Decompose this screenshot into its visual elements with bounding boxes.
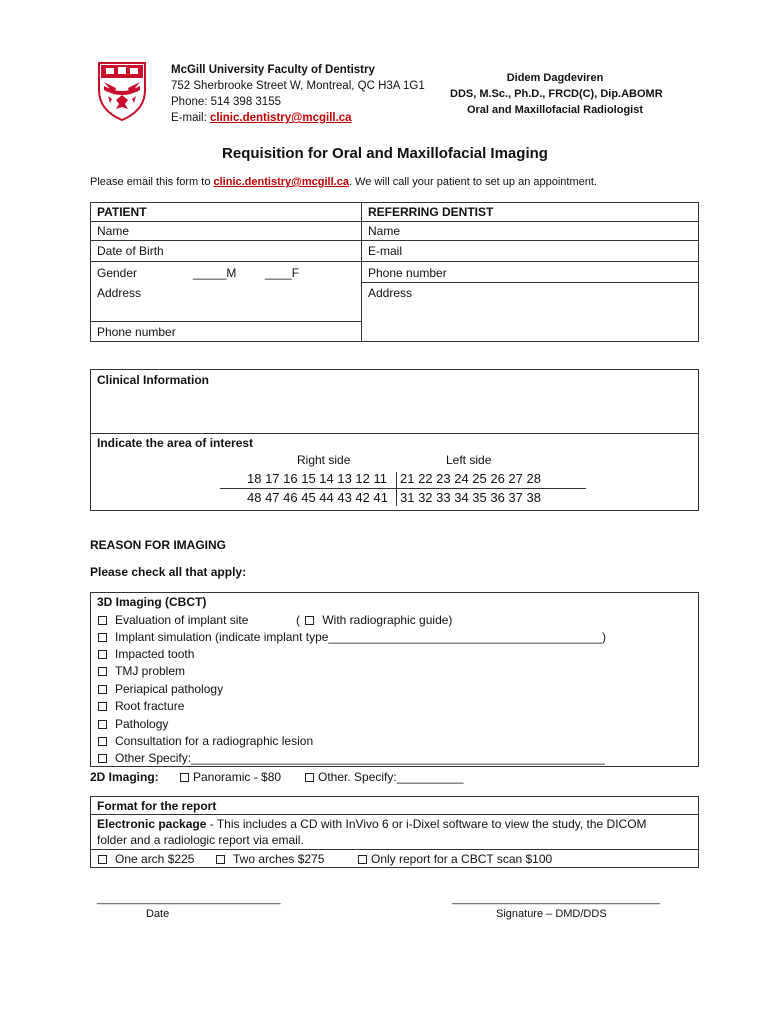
two-arches-option — [216, 852, 324, 866]
cbct-heading: 3D Imaging (CBCT) — [97, 595, 207, 609]
table-divider — [361, 202, 362, 342]
org-name: McGill University Faculty of Dentistry — [171, 64, 375, 76]
panoramic-label: Panoramic - $80 — [193, 770, 282, 784]
date-label: Date — [146, 908, 170, 920]
cbct-item — [98, 682, 223, 696]
doctor-title: Oral and Maxillofacial Radiologist — [466, 104, 644, 116]
guide-label: With radiographic guide) — [322, 613, 453, 627]
dentist-heading: REFERRING DENTIST — [368, 205, 494, 219]
checkbox[interactable] — [98, 855, 107, 864]
patient-dob-field[interactable]: Date of Birth — [97, 244, 164, 258]
electronic-package-text-2: folder and a radiologic report via email. — [97, 833, 304, 847]
panoramic-option — [180, 770, 281, 784]
radiographic-guide-option — [296, 613, 452, 627]
table-rule — [90, 221, 699, 222]
teeth-horizontal-divider — [220, 488, 586, 489]
teeth-upper-left[interactable]: 21 22 23 24 25 26 27 28 — [400, 471, 541, 486]
one-arch-option — [98, 852, 194, 866]
reason-subheading: Please check all that apply: — [90, 565, 247, 579]
table-rule — [361, 282, 699, 283]
form-title: Requisition for Oral and Maxillofacial Imaging — [222, 145, 548, 162]
table-rule — [90, 321, 361, 322]
table-rule — [90, 240, 699, 241]
intro-text — [90, 176, 597, 188]
only-report-label: Only report for a CBCT scan $100 — [371, 852, 553, 866]
date-line[interactable]: ______________________________ — [97, 893, 281, 905]
one-arch-label: One arch $225 — [115, 852, 195, 866]
doctor-name: Didem Dagdeviren — [506, 72, 604, 84]
two-arches-label: Two arches $275 — [233, 852, 325, 866]
cbct-item — [98, 630, 606, 644]
patient-gender-f[interactable]: ____F — [265, 266, 300, 280]
org-email-line — [171, 112, 352, 124]
patient-heading: PATIENT — [97, 205, 147, 219]
teeth-vertical-divider — [396, 472, 397, 506]
org-email-label: E-mail: — [171, 112, 210, 124]
teeth-upper-right[interactable]: 18 17 16 15 14 13 12 11 — [247, 471, 387, 486]
guide-open-paren: ( — [296, 613, 300, 627]
org-phone: Phone: 514 398 3155 — [171, 96, 281, 108]
doctor-credentials: DDS, M.Sc., Ph.D., FRCD(C), Dip.ABOMR — [450, 88, 663, 100]
teeth-lower-right[interactable]: 48 47 46 45 44 43 42 41 — [247, 490, 388, 505]
left-side-label: Left side — [446, 453, 492, 467]
cbct-item-label: Other Specify:______________________________________________________________ — [115, 751, 605, 765]
checkbox[interactable] — [98, 702, 107, 711]
twod-other-label: Other. Specify:__________ — [318, 770, 464, 784]
dentist-name-field[interactable]: Name — [368, 224, 401, 238]
intro-before: Please email this form to — [90, 176, 214, 188]
cbct-item — [98, 664, 185, 678]
right-side-label: Right side — [297, 453, 351, 467]
patient-gender-m[interactable]: _____M — [193, 266, 237, 280]
checkbox[interactable] — [98, 667, 107, 676]
dentist-address-field[interactable]: Address — [368, 286, 413, 300]
cbct-item — [98, 734, 313, 748]
signature-line[interactable]: __________________________________ — [452, 893, 661, 905]
report-heading: Format for the report — [97, 799, 217, 813]
org-address: 752 Sherbrooke Street W, Montreal, QC H3A 1G1 — [171, 80, 425, 92]
intro-after: . We will call your patient to set up an appointment. — [348, 176, 597, 188]
teeth-lower-left[interactable]: 31 32 33 34 35 36 37 38 — [400, 490, 541, 505]
checkbox[interactable] — [98, 754, 107, 763]
checkbox[interactable] — [180, 773, 189, 782]
cbct-item-label: Consultation for a radiographic lesion — [115, 734, 314, 748]
checkbox[interactable] — [98, 737, 107, 746]
dentist-phone-field[interactable]: Phone number — [368, 266, 447, 280]
electronic-package-label: Electronic package — [97, 817, 207, 831]
checkbox[interactable] — [98, 685, 107, 694]
patient-address-field[interactable]: Address — [97, 286, 142, 300]
cbct-item — [98, 613, 248, 627]
electronic-package-line — [97, 817, 647, 831]
patient-gender-field: Gender — [97, 266, 138, 280]
clinical-rule — [90, 433, 699, 434]
cbct-item-label: Implant simulation (indicate implant type_________________________________________) — [115, 630, 607, 644]
checkbox[interactable] — [216, 855, 225, 864]
clinical-heading: Clinical Information — [97, 373, 210, 387]
report-rule — [90, 849, 699, 850]
cbct-item-label: Periapical pathology — [115, 682, 224, 696]
reason-heading: REASON FOR IMAGING — [90, 538, 227, 552]
twod-imaging-label: 2D Imaging: — [90, 770, 159, 784]
org-email-link[interactable]: clinic.dentistry@mcgill.ca — [209, 112, 352, 124]
patient-phone-field[interactable]: Phone number — [97, 325, 176, 339]
clinical-info-input[interactable] — [91, 390, 698, 432]
intro-email-link[interactable]: clinic.dentistry@mcgill.ca — [213, 176, 349, 188]
cbct-item-label: Impacted tooth — [115, 647, 195, 661]
cbct-item — [98, 647, 194, 661]
checkbox[interactable] — [98, 633, 107, 642]
mcgill-crest-logo — [96, 60, 148, 122]
signature-label: Signature – DMD/DDS — [496, 908, 607, 920]
patient-name-field[interactable]: Name — [97, 224, 130, 238]
cbct-item — [98, 751, 605, 765]
checkbox[interactable] — [305, 616, 314, 625]
dentist-email-field[interactable]: E-mail — [368, 244, 403, 258]
cbct-item-label: TMJ problem — [115, 664, 186, 678]
report-rule — [90, 814, 699, 815]
cbct-item — [98, 699, 184, 713]
checkbox[interactable] — [98, 720, 107, 729]
checkbox[interactable] — [98, 650, 107, 659]
checkbox[interactable] — [358, 855, 367, 864]
cbct-item-label: Pathology — [115, 717, 169, 731]
cbct-item-label: Root fracture — [115, 699, 185, 713]
electronic-package-text: - This includes a CD with InVivo 6 or i-Dixel software to view the study, the DICOM — [206, 817, 647, 831]
cbct-item-label: Evaluation of implant site — [115, 613, 249, 627]
table-rule — [90, 261, 699, 262]
checkbox[interactable] — [98, 616, 107, 625]
checkbox[interactable] — [305, 773, 314, 782]
only-report-option — [358, 852, 552, 866]
cbct-item — [98, 717, 168, 731]
twod-other-option — [305, 770, 463, 784]
area-heading: Indicate the area of interest — [97, 436, 254, 450]
